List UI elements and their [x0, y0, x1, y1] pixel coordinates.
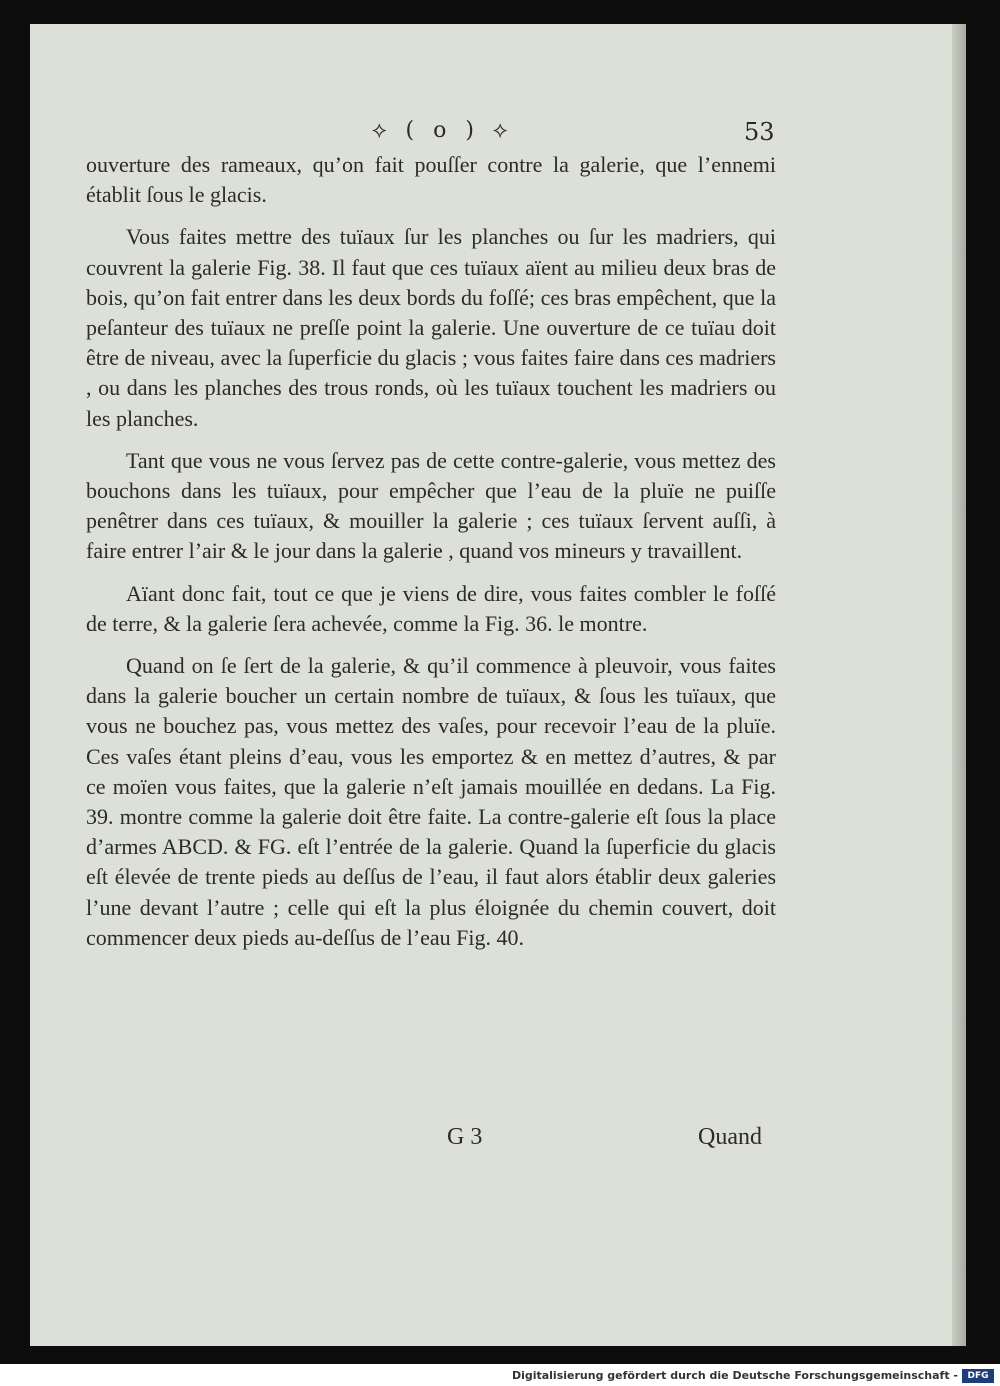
paragraph: Vous faites mettre des tuïaux ſur les planches ou ſur les madriers, qui couvrent la galerie Fig. 38. Il faut que ces tuïaux aïent au milieu deux bras de bois, qu’on fait entrer dans les deux bords du foſſé; ces bras empêchent, que la peſanteur des tuïaux ne preſſe point la galerie. Une ouverture de ce tuïau doit être de niveau, avec la ſuperficie du glacis ; vous faites faire dans ces madriers , ou dans les planches des trous ronds, où les tuïaux touchent les madriers ou les planches. — [86, 224, 776, 431]
header-ornament: ⟡ ( o ) ⟡ — [372, 118, 514, 143]
signature-mark: G 3 — [447, 1124, 483, 1150]
page-number: 53 — [744, 118, 775, 146]
dfg-funding-note: Digitalisierung gefördert durch die Deutsche Forschungsgemeinschaft - — [511, 1369, 958, 1382]
paragraph: Aïant donc fait, tout ce que je viens de dire, vous faites combler le foſſé de terre, & la galerie ſera achevée, comme la Fig. 36. le montre. — [86, 580, 776, 636]
catchword: Quand — [698, 1124, 762, 1150]
dfg-logo: DFG — [962, 1369, 994, 1383]
page-edge — [952, 24, 966, 1346]
paragraph: Tant que vous ne vous ſervez pas de cette contre-galerie, vous mettez des bouchons dans les tuïaux, pour empêcher que l’eau de la pluïe ne puiſſe penêtrer dans ces tuïaux, & mouiller la galerie ; ces tuïaux ſervent auſſi, à faire entrer l’air & le jour dans la galerie , quand vos mineurs y travaillent. — [86, 447, 776, 564]
paragraph: ouverture des rameaux, qu’on fait pouſſer contre la galerie, que l’ennemi établit ſous le glacis. — [86, 152, 776, 208]
body-text — [86, 150, 776, 965]
paragraph: Quand on ſe ſert de la galerie, & qu’il commence à pleuvoir, vous faites dans la galerie boucher un certain nombre de tuïaux, & ſous les tuïaux, que vous ne bouchez pas, vous mettez des vaſes, pour recevoir l’eau de la pluïe. Ces vaſes étant pleins d’eau, vous les emportez & en mettez d’autres, & par ce moïen vous faites, que la galerie n’eſt jamais mouillée en dedans. La Fig. 39. montre comme la galerie doit être faite. La contre-galerie eſt ſous la place d’armes ABCD. & FG. eſt l’entrée de la galerie. Quand la ſuperficie du glacis eſt élevée de trente pieds au deſſus de l’eau, il faut alors établir deux galeries l’une devant l’autre ; celle qui eſt la plus éloignée du chemin couvert, doit commencer deux pieds au-deſſus de l’eau Fig. 40. — [86, 653, 776, 950]
